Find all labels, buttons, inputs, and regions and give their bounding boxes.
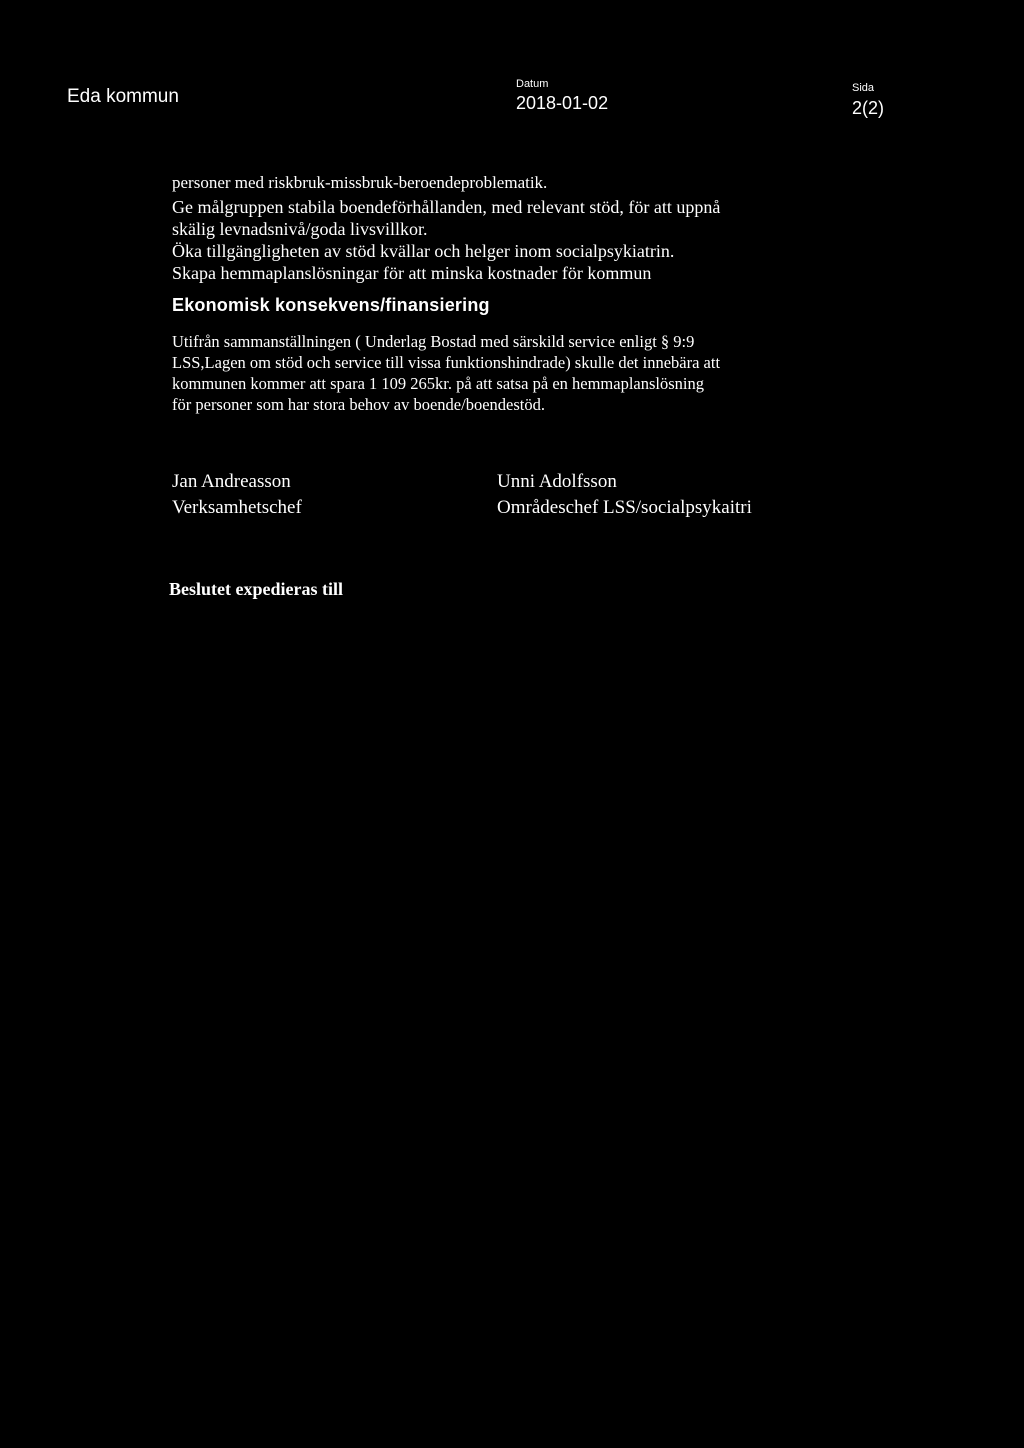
text-line: kommunen kommer att spara 1 109 265kr. på att satsa på en hemmaplanslösning xyxy=(172,374,705,393)
text-line: Öka tillgängligheten av stöd kvällar och helger inom socialpsykiatrin. xyxy=(172,241,675,261)
date-value: 2018-01-02 xyxy=(516,93,609,113)
finance-paragraph xyxy=(172,331,852,415)
page-number: 2(2) xyxy=(852,98,885,118)
text-line: skälig levnadsnivå/goda livsvillkor. xyxy=(172,219,428,239)
text-line: personer med riskbruk-missbruk-beroendeproblematik. xyxy=(172,173,548,192)
text-line: Ge målgruppen stabila boendeförhållanden, med relevant stöd, för att uppnå xyxy=(172,197,721,217)
text-line: Skapa hemmaplanslösningar för att minska kostnader för kommun xyxy=(172,263,652,283)
date-label: Datum xyxy=(516,78,549,90)
organization-name: Eda kommun xyxy=(67,86,179,107)
text-line: LSS,Lagen om stöd och service till vissa funktionshindrade) skulle det innebära att xyxy=(172,353,721,372)
signature-block xyxy=(172,469,302,521)
signature-block xyxy=(497,469,752,521)
expedition-label: Beslutet expedieras till xyxy=(169,579,343,599)
section-heading: Ekonomisk konsekvens/finansiering xyxy=(172,295,490,315)
signatory-name: Unni Adolfsson xyxy=(497,471,617,492)
signatory-title: Verksamhetschef xyxy=(172,497,302,518)
signatory-title: Områdeschef LSS/socialpsykaitri xyxy=(497,497,752,518)
signatory-name: Jan Andreasson xyxy=(172,471,291,492)
intro-line xyxy=(172,172,852,194)
page-label: Sida xyxy=(852,82,875,94)
goals-block xyxy=(172,196,852,284)
text-line: Utifrån sammanställningen ( Underlag Bostad med särskild service enligt § 9:9 xyxy=(172,332,695,351)
text-line: för personer som har stora behov av boende/boendestöd. xyxy=(172,395,545,414)
